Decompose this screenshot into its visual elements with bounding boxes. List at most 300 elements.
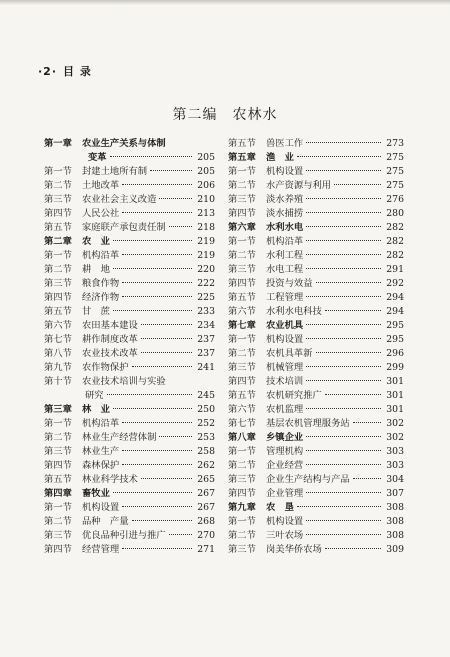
toc-entry-page: 219 [197, 236, 215, 247]
toc-entry-label: 水电工程 [266, 264, 304, 275]
toc-entry-label: 机构沿革 [82, 418, 120, 429]
toc-entry-page: 210 [197, 194, 215, 205]
header-title: 目 录 [63, 65, 92, 78]
toc-entry-number: 第五节 [228, 390, 256, 401]
toc-entry-number: 第三章 [44, 404, 72, 415]
toc-entry-number: 第三节 [228, 362, 256, 373]
toc-entry-number: 第五节 [228, 292, 256, 303]
toc-entry-page: 267 [197, 488, 215, 499]
toc-section-entry[interactable] [228, 291, 404, 305]
dot-leader [306, 408, 381, 409]
toc-chapter-entry[interactable] [44, 151, 215, 165]
toc-entry-text [44, 319, 138, 333]
toc-entry-page: 308 [386, 530, 404, 541]
toc-entry-text [44, 515, 129, 529]
dot-leader [122, 450, 192, 451]
toc-entry-text [44, 249, 119, 263]
dot-leader [113, 240, 192, 241]
toc-entry-page: 245 [197, 390, 215, 401]
toc-entry-text [44, 459, 119, 473]
toc-entry-page: 302 [386, 418, 404, 429]
toc-entry-number: 第二节 [228, 530, 256, 541]
toc-entry-page: 219 [197, 250, 215, 261]
toc-entry-number: 第四节 [44, 292, 72, 303]
toc-entry-page: 282 [386, 236, 404, 247]
toc-entry-label: 变革 [88, 152, 107, 163]
toc-section-entry[interactable] [228, 207, 404, 221]
dot-leader [122, 254, 192, 255]
dot-leader [353, 478, 381, 479]
dot-leader [141, 352, 192, 353]
toc-entry-page: 222 [197, 278, 215, 289]
toc-section-entry[interactable] [44, 529, 215, 543]
toc-entry-number: 第六章 [228, 222, 256, 233]
toc-entry-label: 机构设置 [266, 516, 304, 527]
toc-section-entry[interactable] [44, 473, 215, 487]
toc-entry-number: 第六节 [228, 404, 256, 415]
toc-entry-number: 第二节 [44, 432, 72, 443]
toc-entry-page: 258 [197, 446, 215, 457]
toc-entry-text [44, 347, 138, 361]
toc-entry-number: 第二节 [228, 460, 256, 471]
toc-entry-number: 第九章 [228, 502, 256, 513]
dot-leader [306, 268, 381, 269]
toc-entry-text [44, 501, 119, 515]
toc-entry-number: 第八章 [228, 432, 256, 443]
toc-entry-text [228, 263, 303, 277]
toc-entry-number: 第三节 [44, 530, 72, 541]
toc-entry-label: 农作物保护 [82, 362, 129, 373]
toc-entry-page: 262 [197, 460, 215, 471]
toc-section-entry[interactable] [228, 445, 404, 459]
toc-entry-label: 耕作制度改革 [82, 334, 138, 345]
toc-entry-label: 机构沿革 [82, 250, 120, 261]
dot-leader [122, 184, 192, 185]
toc-entry-label: 农业机具 [266, 320, 304, 331]
dot-leader [306, 492, 381, 493]
dot-leader [113, 310, 192, 311]
toc-entry-label: 林业科学技术 [82, 474, 138, 485]
dot-leader [113, 492, 192, 493]
toc-entry-page: 233 [197, 306, 215, 317]
toc-entry-label: 林 业 [82, 404, 110, 415]
toc-entry-text [44, 431, 156, 445]
toc-entry-number: 第一节 [228, 516, 256, 527]
toc-section-entry[interactable] [228, 263, 404, 277]
dot-leader [306, 436, 381, 437]
toc-section-entry[interactable] [44, 221, 215, 235]
toc-entry-number: 第四节 [228, 376, 256, 387]
dot-leader [316, 282, 382, 283]
toc-entry-number: 第二节 [44, 516, 72, 527]
toc-entry-text [228, 207, 303, 221]
dot-leader [122, 506, 192, 507]
toc-entry-text [228, 165, 303, 179]
toc-entry-label: 农田基本建设 [82, 320, 138, 331]
toc-entry-label: 企业生产结构与产品 [266, 474, 350, 485]
dot-leader [306, 380, 381, 381]
toc-entry-label: 农机研究推广 [266, 390, 322, 401]
toc-entry-page: 280 [386, 208, 404, 219]
toc-entry-text [228, 515, 303, 529]
dot-leader [122, 282, 192, 283]
toc-entry-page: 309 [386, 544, 404, 555]
toc-entry-page: 301 [386, 404, 404, 415]
toc-entry-page: 273 [386, 138, 404, 149]
page-number: ·2· [38, 65, 58, 78]
toc-entry-page: 295 [386, 320, 404, 331]
toc-section-entry[interactable] [228, 529, 404, 543]
toc-entry-text [44, 207, 119, 221]
toc-entry-number: 第一节 [44, 418, 72, 429]
toc-section-entry[interactable] [44, 543, 215, 557]
toc-entry-number: 第二节 [228, 180, 256, 191]
toc-entry-label: 水产资源与利用 [266, 180, 332, 191]
toc-section-entry[interactable] [228, 277, 404, 291]
toc-entry-number: 第四节 [44, 544, 72, 555]
toc-entry-page: 275 [386, 166, 404, 177]
dot-leader [306, 240, 381, 241]
toc-entry-label: 土地改革 [82, 180, 120, 191]
toc-section-entry[interactable] [228, 347, 404, 361]
toc-section-entry[interactable] [44, 319, 215, 333]
toc-chapter-entry[interactable] [44, 137, 215, 151]
toc-entry-number: 第四章 [44, 488, 72, 499]
toc-entry-number: 第三节 [228, 544, 256, 555]
toc-section-entry[interactable] [44, 375, 215, 389]
toc-entry-text [44, 543, 119, 557]
toc-entry-text [44, 473, 138, 487]
toc-entry-label: 品种 产量 [82, 516, 129, 527]
toc-section-entry[interactable] [228, 403, 404, 417]
toc-entry-label: 三叶农场 [266, 530, 304, 541]
dot-leader [297, 156, 381, 157]
toc-entry-label: 家庭联产承包责任制 [82, 222, 166, 233]
toc-entry-text [228, 529, 303, 543]
toc-entry-label: 水利水电 [266, 222, 304, 233]
toc-chapter-entry[interactable] [228, 221, 404, 235]
dot-leader [169, 226, 192, 227]
toc-entry-page: 237 [197, 348, 215, 359]
page-header [38, 63, 92, 79]
toc-entry-number: 第四节 [228, 488, 256, 499]
dot-leader [306, 464, 381, 465]
toc-entry-number: 第五章 [228, 152, 256, 163]
toc-entry-label: 优良品种引进与推广 [82, 530, 166, 541]
toc-section-entry[interactable] [228, 543, 404, 557]
dot-leader [110, 156, 192, 157]
toc-section-entry[interactable] [44, 249, 215, 263]
toc-section-entry[interactable] [228, 333, 404, 347]
toc-entry-label: 机构沿革 [266, 236, 304, 247]
toc-entry-number: 第五节 [44, 474, 72, 485]
toc-entry-page: 282 [386, 222, 404, 233]
dot-leader [107, 394, 192, 395]
toc-section-entry[interactable] [228, 165, 404, 179]
toc-entry-text [44, 193, 156, 207]
toc-section-entry[interactable] [228, 179, 404, 193]
toc-section-entry[interactable] [44, 361, 215, 375]
toc-entry-text [228, 305, 322, 319]
toc-entry-page: 220 [197, 264, 215, 275]
toc-entry-text [228, 417, 350, 431]
toc-chapter-entry[interactable] [228, 501, 404, 515]
toc-section-entry[interactable] [44, 501, 215, 515]
toc-entry-label: 农 业 [82, 236, 110, 247]
toc-entry-page: 301 [386, 390, 404, 401]
toc-entry-page: 237 [197, 334, 215, 345]
toc-entry-label: 农业社会主义改造 [82, 194, 157, 205]
toc-section-entry[interactable] [44, 445, 215, 459]
toc-entry-text [228, 459, 303, 473]
toc-entry-label: 机构设置 [82, 502, 120, 513]
toc-entry-text [228, 193, 303, 207]
dot-leader [325, 548, 381, 549]
toc-entry-label: 工程管理 [266, 292, 304, 303]
toc-entry-page: 275 [386, 180, 404, 191]
toc-section-entry[interactable] [44, 389, 215, 403]
toc-entry-number: 第二节 [44, 264, 72, 275]
toc-entry-page: 295 [386, 334, 404, 345]
toc-entry-page: 308 [386, 502, 404, 513]
toc-entry-label: 农 垦 [266, 502, 294, 513]
toc-entry-number: 第一节 [44, 502, 72, 513]
toc-section-entry[interactable] [228, 137, 404, 151]
toc-section-entry[interactable] [44, 431, 215, 445]
toc-entry-text [228, 403, 303, 417]
toc-section-entry[interactable] [228, 473, 404, 487]
toc-entry-number: 第五节 [44, 222, 72, 233]
toc-entry-text [44, 305, 110, 319]
dot-leader [159, 198, 192, 199]
toc-entry-label: 投资与效益 [266, 278, 313, 289]
toc-section-entry[interactable] [228, 515, 404, 529]
dot-leader [306, 254, 381, 255]
toc-entry-page: 270 [197, 530, 215, 541]
toc-entry-number: 第三节 [44, 194, 72, 205]
dot-leader [297, 506, 381, 507]
toc-entry-text [44, 137, 166, 151]
toc-entry-number: 第一节 [228, 334, 256, 345]
toc-entry-text [228, 543, 322, 557]
toc-entry-number: 第三节 [228, 264, 256, 275]
dot-leader [306, 324, 381, 325]
toc-entry-page: 205 [197, 152, 215, 163]
toc-entry-text [44, 151, 107, 165]
toc-entry-label: 淡水养殖 [266, 194, 304, 205]
toc-entry-page: 205 [197, 166, 215, 177]
toc-entry-text [44, 361, 129, 375]
toc-entry-text [44, 179, 119, 193]
toc-section-entry[interactable] [44, 347, 215, 361]
toc-entry-page: 291 [386, 264, 404, 275]
toc-entry-label: 粮食作物 [82, 278, 120, 289]
toc-section-entry[interactable] [44, 277, 215, 291]
toc-entry-text [44, 291, 119, 305]
toc-entry-page: 292 [386, 278, 404, 289]
toc-entry-label: 畜牧业 [82, 488, 110, 499]
toc-entry-text [228, 235, 303, 249]
toc-entry-page: 234 [197, 320, 215, 331]
toc-entry-page: 301 [386, 376, 404, 387]
toc-column-left [44, 137, 215, 557]
toc-entry-number: 第五节 [44, 306, 72, 317]
part-title: 第二编 农林水 [172, 107, 278, 123]
toc-entry-text [44, 417, 119, 431]
toc-section-entry[interactable] [228, 235, 404, 249]
toc-entry-number: 第七节 [228, 418, 256, 429]
toc-entry-page: 308 [386, 516, 404, 527]
toc-section-entry[interactable] [44, 179, 215, 193]
toc-section-entry[interactable] [228, 249, 404, 263]
toc-entry-text [228, 137, 303, 151]
dot-leader [325, 394, 381, 395]
toc-section-entry[interactable] [228, 375, 404, 389]
dot-leader [306, 142, 381, 143]
toc-entry-label: 研究 [85, 390, 104, 401]
toc-section-entry[interactable] [44, 459, 215, 473]
toc-entry-label: 农业生产关系与体制 [82, 138, 166, 149]
dot-leader [113, 408, 192, 409]
toc-entry-label: 农机监理 [266, 404, 304, 415]
dot-leader [334, 184, 381, 185]
toc-entry-page: 213 [197, 208, 215, 219]
toc-entry-page: 271 [197, 544, 215, 555]
dot-leader [306, 338, 381, 339]
toc-section-entry[interactable] [44, 305, 215, 319]
toc-chapter-entry[interactable] [228, 151, 404, 165]
toc-entry-text [44, 389, 104, 403]
dot-leader [306, 520, 381, 521]
toc-section-entry[interactable] [228, 305, 404, 319]
toc-section-entry[interactable] [44, 165, 215, 179]
toc-entry-text [228, 501, 294, 515]
toc-entry-text [228, 389, 322, 403]
toc-entry-label: 水利工程 [266, 250, 304, 261]
toc-entry-text [228, 291, 303, 305]
toc-section-entry[interactable] [228, 459, 404, 473]
toc-entry-page: 206 [197, 180, 215, 191]
toc-entry-text [228, 319, 303, 333]
toc-entry-page: 218 [197, 222, 215, 233]
toc-entry-page: 267 [197, 502, 215, 513]
dot-leader [306, 226, 381, 227]
toc-entry-number: 第二节 [228, 348, 256, 359]
toc-section-entry[interactable] [228, 389, 404, 403]
toc-entry-text [228, 277, 313, 291]
toc-entry-label: 机构设置 [266, 166, 304, 177]
toc-section-entry[interactable] [44, 193, 215, 207]
toc-entry-label: 兽医工作 [266, 138, 304, 149]
dot-leader [122, 548, 192, 549]
toc-entry-number: 第九节 [44, 362, 72, 373]
toc-entry-label: 人民公社 [82, 208, 120, 219]
toc-entry-text [44, 235, 110, 249]
toc-entry-label: 森林保护 [82, 460, 120, 471]
toc-entry-page: 250 [197, 404, 215, 415]
toc-entry-label: 林业生产 [82, 446, 120, 457]
toc-entry-number: 第四节 [44, 460, 72, 471]
toc-entry-number: 第六节 [228, 306, 256, 317]
scan-edge [0, 0, 450, 5]
dot-leader [306, 170, 381, 171]
toc-entry-number: 第一节 [228, 166, 256, 177]
toc-entry-label: 基层农机管理服务站 [266, 418, 350, 429]
toc-section-entry[interactable] [44, 263, 215, 277]
toc-entry-page: 303 [386, 446, 404, 457]
toc-entry-page: 307 [386, 488, 404, 499]
toc-entry-label: 岗美华侨农场 [266, 544, 322, 555]
toc-entry-number: 第三节 [44, 278, 72, 289]
toc-entry-text [44, 221, 166, 235]
toc-chapter-entry[interactable] [228, 431, 404, 445]
toc-section-entry[interactable] [228, 361, 404, 375]
toc-entry-number: 第二章 [44, 236, 72, 247]
toc-section-entry[interactable] [44, 207, 215, 221]
toc-entry-page: 282 [386, 250, 404, 261]
toc-entry-text [228, 333, 303, 347]
dot-leader [306, 450, 381, 451]
toc-chapter-entry[interactable] [228, 319, 404, 333]
toc-entry-text [44, 333, 138, 347]
toc-entry-number: 第四节 [44, 208, 72, 219]
toc-entry-label: 企业管理 [266, 488, 304, 499]
toc-entry-label: 林业生产经营体制 [82, 432, 157, 443]
toc-entry-label: 管理机构 [266, 446, 304, 457]
toc-entry-text [228, 431, 303, 445]
dot-leader [132, 520, 193, 521]
toc-section-entry[interactable] [228, 487, 404, 501]
toc-entry-page: 252 [197, 418, 215, 429]
toc-entry-number: 第一节 [228, 236, 256, 247]
toc-entry-label: 经济作物 [82, 292, 120, 303]
toc-chapter-entry[interactable] [44, 403, 215, 417]
dot-leader [122, 422, 192, 423]
toc-entry-label: 农机具革新 [266, 348, 313, 359]
toc-section-entry[interactable] [228, 417, 404, 431]
toc-entry-number: 第八节 [44, 348, 72, 359]
dot-leader [132, 366, 193, 367]
dot-leader [122, 464, 192, 465]
toc-chapter-entry[interactable] [44, 487, 215, 501]
toc-entry-page: 294 [386, 292, 404, 303]
dot-leader [169, 534, 192, 535]
toc-entry-number: 第六节 [44, 320, 72, 331]
toc-entry-label: 封建土地所有制 [82, 166, 148, 177]
toc-entry-number: 第一章 [44, 138, 72, 149]
toc-entry-page: 276 [386, 194, 404, 205]
toc-entry-label: 企业经营 [266, 460, 304, 471]
toc-chapter-entry[interactable] [44, 235, 215, 249]
toc-entry-page: 304 [386, 474, 404, 485]
toc-entry-text [228, 361, 303, 375]
toc-section-entry[interactable] [44, 515, 215, 529]
toc-section-entry[interactable] [228, 193, 404, 207]
toc-entry-text [228, 151, 294, 165]
toc-entry-page: 299 [386, 362, 404, 373]
dot-leader [353, 422, 381, 423]
toc-section-entry[interactable] [44, 291, 215, 305]
dot-leader [150, 170, 192, 171]
toc-entry-number: 第二节 [44, 180, 72, 191]
dot-leader [141, 324, 192, 325]
toc-section-entry[interactable] [44, 333, 215, 347]
toc-entry-page: 253 [197, 432, 215, 443]
dot-leader [306, 296, 381, 297]
toc-entry-number: 第二节 [228, 250, 256, 261]
toc-section-entry[interactable] [44, 417, 215, 431]
toc-entry-page: 225 [197, 292, 215, 303]
